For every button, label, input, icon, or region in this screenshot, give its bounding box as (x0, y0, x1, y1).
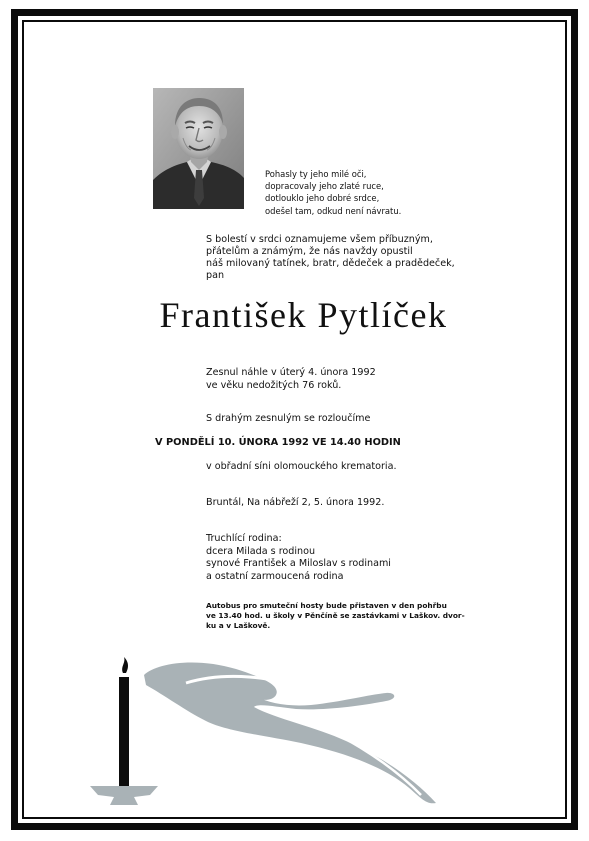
bus-notice-line: Autobus pro smuteční hosty bude přistaven v den pohřbu (206, 601, 447, 610)
place-date (206, 497, 384, 510)
memorial-poem (265, 168, 401, 217)
farewell-intro-text: S drahým zesnulým se rozloučíme (206, 413, 371, 424)
death-info-line: Zesnul náhle v úterý 4. února 1992 (206, 367, 376, 378)
farewell-intro (206, 413, 370, 426)
mourner-line: synové František a Miloslav s rodinami (206, 558, 391, 569)
candle-holder-icon (90, 786, 158, 805)
mourners-title: Truchlící rodina: (206, 533, 282, 544)
place-date-text: Bruntál, Na nábřeží 2, 5. února 1992. (206, 497, 385, 508)
flame-icon (122, 657, 128, 673)
intro-line: pan (206, 270, 225, 281)
bus-notice-line: ku a v Laškově. (206, 621, 271, 630)
candle-smoke-illustration (86, 655, 466, 810)
ceremony-time: V PONDĚLÍ 10. ÚNORA 1992 VE 14.40 HODIN (155, 437, 401, 448)
mourners-list (206, 533, 391, 583)
deceased-name: František Pytlíček (159, 295, 448, 335)
portrait-photo (153, 88, 244, 209)
poem-line: dopracovaly jeho zlaté ruce, (265, 181, 384, 192)
bus-notice (206, 601, 465, 631)
intro-line: S bolestí v srdci oznamujeme všem příbuzným, (206, 234, 433, 245)
poem-line: Pohasly ty jeho milé oči, (265, 169, 367, 179)
death-info-line: ve věku nedožitých 76 roků. (206, 379, 342, 391)
candle-icon (119, 677, 129, 787)
mourner-line: a ostatní zarmoucená rodina (206, 570, 344, 582)
ceremony-place-text: v obřadní síni olomouckého krematoria. (206, 461, 397, 472)
intro-line: přátelům a známým, že nás navždy opustil (206, 246, 413, 257)
poem-line: dotlouklo jeho dobré srdce, (265, 193, 380, 204)
portrait-image (153, 88, 244, 209)
intro-line: náš milovaný tatínek, bratr, dědeček a pradědeček, (206, 258, 455, 269)
bus-notice-line: ve 13.40 hod. u školy v Pěnčíně se zastávkami v Laškov. dvor- (206, 611, 465, 620)
ceremony-place (206, 461, 397, 474)
mourner-line: dcera Milada s rodinou (206, 545, 316, 557)
poem-line: odešel tam, odkud není návratu. (265, 205, 402, 216)
death-info (206, 367, 376, 392)
announcement-intro (206, 234, 455, 282)
